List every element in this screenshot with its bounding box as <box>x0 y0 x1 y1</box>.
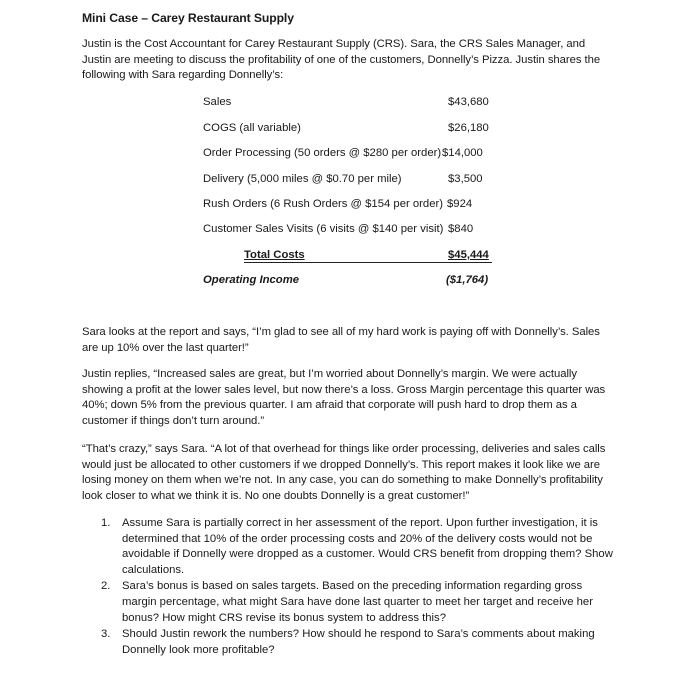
operating-income-label: Operating Income <box>203 274 300 286</box>
sara-reaction-paragraph: Sara looks at the report and says, “I’m glad to see all of my hard work is paying off with Donnelly’s. Sales are up 10% over the last quarter!” <box>82 326 600 354</box>
questions-list <box>101 516 617 659</box>
row-label: Customer Sales Visits (6 visits @ $140 per visit) <box>203 223 444 235</box>
row-label: COGS (all variable) <box>203 122 301 134</box>
intro-paragraph: Justin is the Cost Accountant for Carey Restaurant Supply (CRS). Sara, the CRS Sales Manager, and Justin are meeting to discuss the profitability of one of the customers, Donnelly’s Pizza. Justin shares the following with Sara regarding Donnelly’s: <box>82 38 601 82</box>
row-value: $924 <box>447 198 473 210</box>
question-number: 2. <box>101 580 111 593</box>
question-item <box>101 516 617 578</box>
sara-response-paragraph: “That’s crazy,” says Sara. “A lot of that overhead for things like order processing, deliveries and sales calls would just be allocated to other customers if we dropped Donnelly’s. This report makes it look like we are losing money on them when we’re not. In any case, you can do something to make Donnelly’s profitability look closer to what we think it is. No one doubts Donnelly is a great customer!” <box>82 443 606 502</box>
row-value: $43,680 <box>448 96 489 108</box>
question-text: Assume Sara is partially correct in her assessment of the report. Upon further investigation, it is determined that 10% of the order processing costs and 20% of the delivery costs would not be avoidable if Donnelly were dropped as a customer. Would CRS benefit from dropping them? Show calculations. <box>122 517 613 576</box>
question-text: Should Justin rework the numbers? How should he respond to Sara’s comments about making Donnelly look more profitable? <box>122 628 595 656</box>
row-value: $3,500 <box>448 173 483 185</box>
question-number: 1. <box>101 517 111 529</box>
total-label: Total Costs <box>244 249 305 261</box>
row-value: $26,180 <box>448 122 489 134</box>
row-label: Order Processing (50 orders @ $280 per order) <box>203 147 442 159</box>
question-number: 3. <box>101 628 111 641</box>
question-text: Sara’s bonus is based on sales targets. Based on the preceding information regarding gross margin percentage, what might Sara have done last quarter to meet her target and receive her bonus? How might CRS revise its bonus system to address this? <box>122 580 593 624</box>
total-divider <box>244 262 492 263</box>
question-item <box>101 627 617 658</box>
row-label: Delivery (5,000 miles @ $0.70 per mile) <box>203 173 402 185</box>
row-value: $14,000 <box>442 147 483 159</box>
row-label: Rush Orders (6 Rush Orders @ $154 per order) <box>203 198 444 210</box>
question-item <box>101 579 617 626</box>
operating-income-value: ($1,764) <box>446 274 489 286</box>
row-value: $840 <box>448 223 474 235</box>
total-value: $45,444 <box>448 249 489 261</box>
justin-reply-paragraph: Justin replies, “Increased sales are great, but I’m worried about Donnelly’s margin. We were actually showing a profit at the lower sales level, but now there’s a loss. Gross Margin percentage this quarter was 40%; down 5% from the previous quarter. I am afraid that corporate will push hard to drop them as a customer if things don’t turn around.” <box>82 368 606 427</box>
case-title: Mini Case – Carey Restaurant Supply <box>82 11 294 25</box>
row-label: Sales <box>203 96 232 108</box>
